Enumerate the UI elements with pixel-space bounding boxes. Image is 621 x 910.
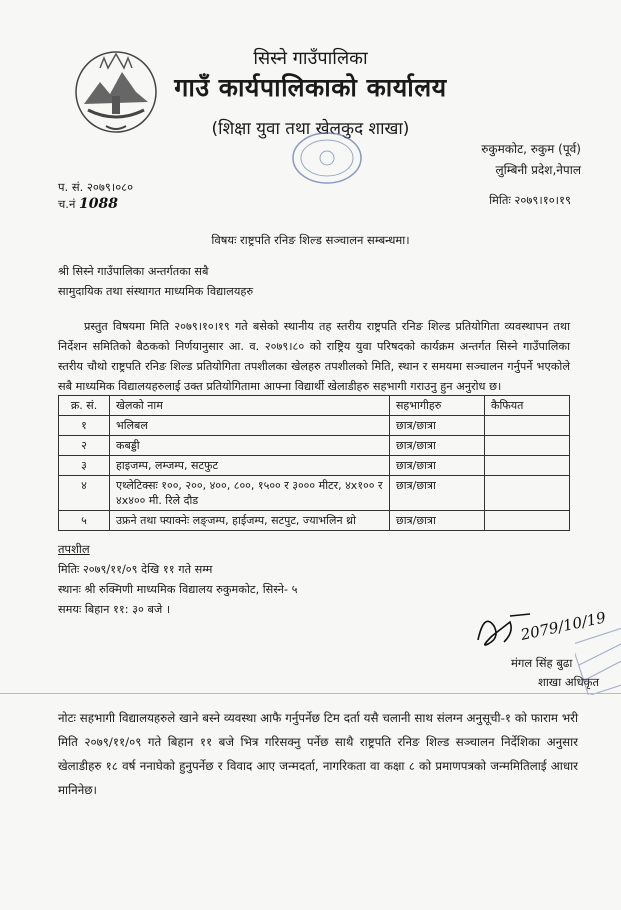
row-game-name: उफ्रने तथा फ्याक्नेः लङ्जम्प, हाईजम्प, सटपुट, ज्याभलिन थ्रो [110,511,390,531]
address-line-1: रुकुमकोट, रुकुम (पूर्व) [481,142,581,156]
header-sn: क्र. सं. [59,396,110,416]
row-game-name: भलिबल [110,416,390,436]
row-game-name: हाइजम्प, लम्जम्प, सटफुट [110,456,390,476]
letter-subject: विषयः राष्ट्रपति रनिङ शिल्ड सञ्चालन सम्बन्धमा। [211,233,410,247]
header-remarks: कैफियत [485,396,570,416]
table-row [59,511,570,531]
chalani-label: च.नं [58,197,79,211]
chalani-handwritten-number: 1088 [79,196,118,212]
letter-date: मितिः २०७९।१०।१९ [489,193,571,207]
row-participants: छात्र/छात्रा [390,416,485,436]
row-game-name: एथ्लेटिक्सः १००, २००, ४००, ८००, १५०० र ३००० मीटर, ४x१०० र ४x४०० मी. रिले दौड [110,476,390,511]
tafsil-heading: तपशील [58,542,90,556]
row-participants: छात्र/छात्रा [390,456,485,476]
tafsil-date: मितिः २०७९/११/०९ देखि ११ गते सम्म [58,563,213,576]
address-line-2: लुम्बिनी प्रदेश,नेपाल [495,163,581,177]
row-remarks [485,436,570,456]
row-sn: १ [59,416,110,436]
signature-handwritten-date: 2079/10/19 [519,608,608,644]
signatory-title: शाखा अधिकृत [538,675,600,689]
addressee-line-2: सामुदायिक तथा संस्थागत माध्यमिक विद्यालयहरु [58,285,254,298]
table-row [59,476,570,511]
section-name: (शिक्षा युवा तथा खेलकुद शाखा) [211,119,410,139]
divider [0,693,621,694]
municipality-name: सिस्ने गाउँपालिका [253,48,368,69]
row-remarks [485,511,570,531]
tafsil-place: स्थानः श्री रुक्मिणी माध्यमिक विद्यालय रुकुमकोट, सिस्ने- ५ [58,583,298,596]
table-row [59,416,570,436]
row-sn: ३ [59,456,110,476]
table-header-row [59,396,570,416]
row-remarks [485,456,570,476]
row-sn: ५ [59,511,110,531]
row-participants: छात्र/छात्रा [390,511,485,531]
row-remarks [485,416,570,436]
office-seal-icon [290,130,364,186]
table-row [59,456,570,476]
row-sn: ४ [59,476,110,511]
addressee-line-1: श्री सिस्ने गाउँपालिका अन्तर्गतका सबै [58,265,209,278]
header-participants: सहभागीहरु [390,396,485,416]
header-game-name: खेलको नाम [110,396,390,416]
patra-sankhya: प. सं. २०७९।०८० [58,180,134,194]
row-participants: छात्र/छात्रा [390,476,485,511]
events-table [58,395,570,531]
row-remarks [485,476,570,511]
signatory-name: मंगल सिंह बुढा [511,656,573,670]
row-sn: २ [59,436,110,456]
office-name: गाउँ कार्यपालिकाको कार्यालय [174,73,447,102]
tafsil-time: समयः बिहान ११: ३० बजे । [58,603,171,616]
row-participants: छात्र/छात्रा [390,436,485,456]
chalani-number [58,196,118,212]
row-game-name: कबड्डी [110,436,390,456]
letter-body: प्रस्तुत विषयमा मिति २०७९।१०।१९ गते बसेको स्थानीय तह स्तरीय राष्ट्रपति रनिङ शिल्ड प्रतियोगिता व्यवस्थापन तथा निर्देशन समितिको बैठकको निर्णयानुसार आ. व. २०७९।८० को राष्ट्रिय युवा परिषदको कार्यक्रम अन्तर्गत सिस्ने गाउँपालिका स्तरीय चौथो राष्ट्रपति रनिङ शिल्ड प्रतियोगिता तपशीलका खेलहरु तपशीलको मिति, स्थान र समयमा सञ्चालन गर्नुपर्ने भएकोले सबै माध्यमिक विद्यालयहरुलाई उक्त प्रतियोगितामा आफ्ना विद्यार्थी खेलाडीहरु सहभागी गराउनु हुन अनुरोध छ। [58,320,570,393]
table-row [59,436,570,456]
footer-note: नोटः सहभागी विद्यालयहरुले खाने बस्ने व्यवस्था आफै गर्नुपर्नेछ टिम दर्ता यसै चलानी साथ संलग्न अनुसूची-१ को फाराम भरी मिति २०७९/११/०९ गते बिहान ११ बजे भित्र गरिसक्नु पर्नेछ साथै राष्ट्रपति रनिङ शिल्ड सञ्चालन निर्देशिका अनुसार खेलाडीहरु १८ वर्ष ननाघेको हुनुपर्नेछ र विवाद आए जन्मदर्ता, नागरिकता वा कक्षा ८ को प्रमाणपत्रको जन्ममितिलाई आधार मानिनेछ। [58,711,578,797]
